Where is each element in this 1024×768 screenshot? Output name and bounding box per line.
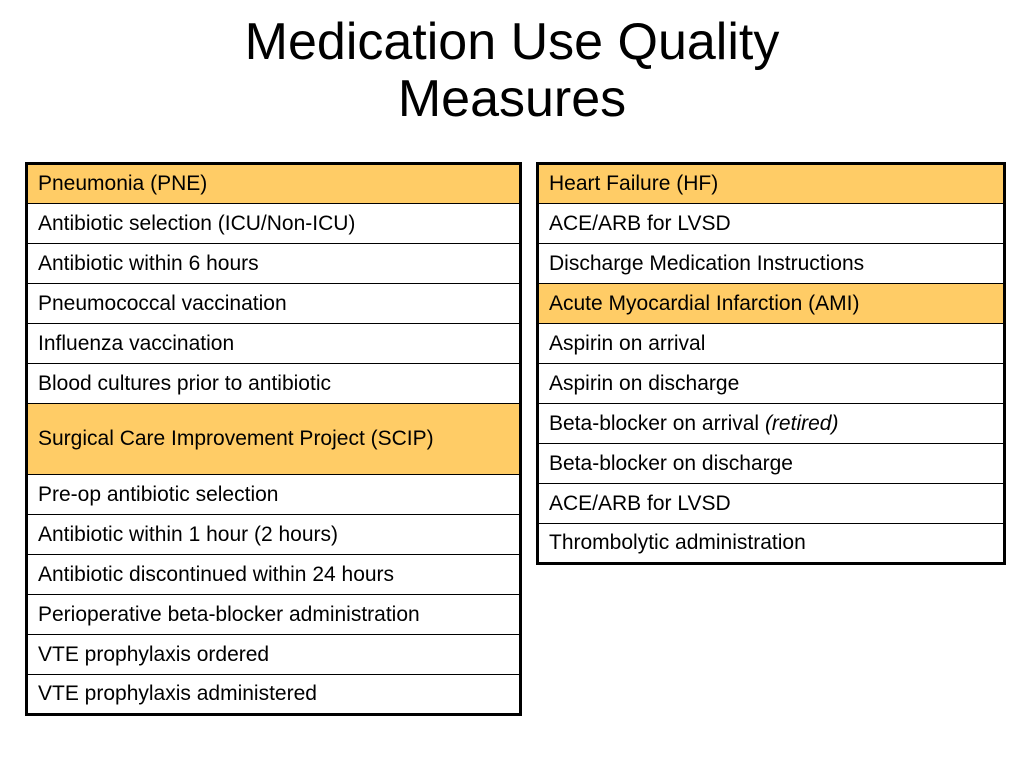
slide-title-line-2: Measures: [397, 70, 627, 128]
measure-cell: Beta-blocker on discharge: [538, 444, 1005, 484]
slide-title: [0, 14, 1024, 128]
section-header-scip: Surgical Care Improvement Project (SCIP): [27, 404, 521, 475]
measure-cell: Blood cultures prior to antibiotic: [27, 364, 521, 404]
measure-text: Beta-blocker on arrival: [549, 411, 760, 435]
table-row: [538, 484, 1005, 524]
measure-cell: Discharge Medication Instructions: [538, 244, 1005, 284]
table-row: [538, 204, 1005, 244]
table-row: [27, 364, 521, 404]
table-row-section-header: [538, 284, 1005, 324]
measure-cell: VTE prophylaxis administered: [27, 675, 521, 715]
measure-cell: Perioperative beta-blocker administration: [27, 595, 521, 635]
retired-note: (retired): [764, 411, 839, 435]
section-header-heart-failure: Heart Failure (HF): [538, 164, 1005, 204]
measure-cell: ACE/ARB for LVSD: [538, 484, 1005, 524]
measure-cell: Antibiotic selection (ICU/Non-ICU): [27, 204, 521, 244]
table-row: [27, 635, 521, 675]
table-row: [27, 244, 521, 284]
table-row: [27, 284, 521, 324]
measure-cell: Aspirin on discharge: [538, 364, 1005, 404]
measure-cell: VTE prophylaxis ordered: [27, 635, 521, 675]
table-row: [538, 404, 1005, 444]
table-row: [538, 324, 1005, 364]
measure-cell: Pre-op antibiotic selection: [27, 475, 521, 515]
section-header-pneumonia: Pneumonia (PNE): [27, 164, 521, 204]
table-row: [538, 444, 1005, 484]
measure-cell: [538, 404, 1005, 444]
hf-ami-measures-table: [536, 162, 1006, 565]
table-row-section-header: [27, 164, 521, 204]
measure-cell: Antibiotic within 1 hour (2 hours): [27, 515, 521, 555]
section-header-ami: Acute Myocardial Infarction (AMI): [538, 284, 1005, 324]
measure-cell: Antibiotic discontinued within 24 hours: [27, 555, 521, 595]
measure-cell: Influenza vaccination: [27, 324, 521, 364]
table-row-section-header: [538, 164, 1005, 204]
table-row: [538, 524, 1005, 564]
table-row: [27, 475, 521, 515]
table-row: [27, 324, 521, 364]
table-row: [538, 244, 1005, 284]
measure-cell: Thrombolytic administration: [538, 524, 1005, 564]
slide-title-line-1: Medication Use Quality: [244, 13, 780, 71]
table-row-section-header: [27, 404, 521, 475]
measure-cell: ACE/ARB for LVSD: [538, 204, 1005, 244]
table-row: [27, 675, 521, 715]
table-row: [27, 204, 521, 244]
pne-scip-measures-table: [25, 162, 522, 716]
table-row: [538, 364, 1005, 404]
measure-cell: Antibiotic within 6 hours: [27, 244, 521, 284]
measure-cell: Pneumococcal vaccination: [27, 284, 521, 324]
table-row: [27, 595, 521, 635]
table-row: [27, 555, 521, 595]
measure-cell: Aspirin on arrival: [538, 324, 1005, 364]
table-row: [27, 515, 521, 555]
